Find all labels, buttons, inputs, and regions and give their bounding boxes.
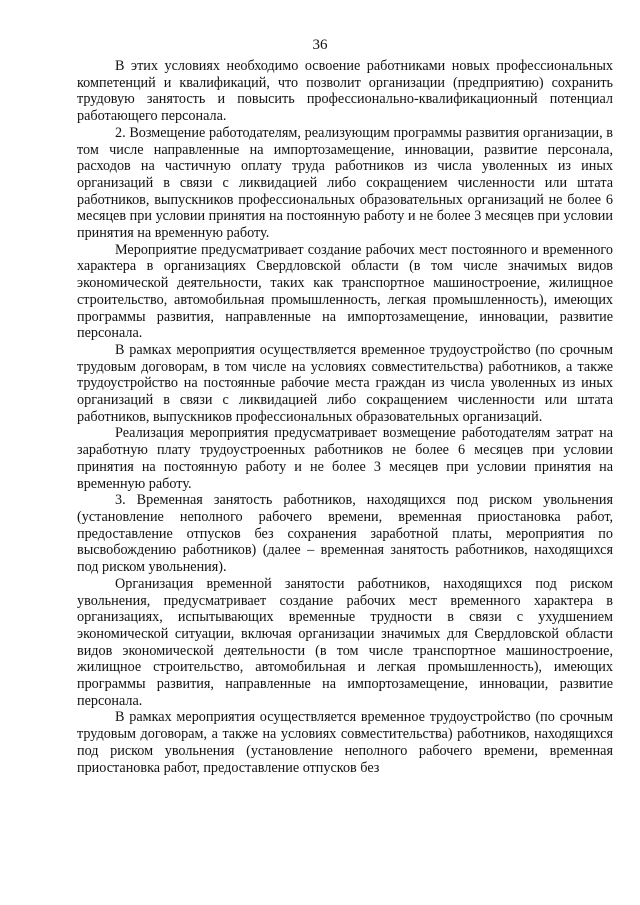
paragraph: В рамках мероприятия осуществляется временное трудоустройство (по срочным трудовым договорам, а также на условиях совместительства) работников, находящихся под риском увольнения (установление неполного рабочего времени, временная приостановка работ, предоставление отпусков без [77,709,613,776]
paragraph: Реализация мероприятия предусматривает возмещение работодателям затрат на заработную плату трудоустроенных работников не более 6 месяцев при условии принятия на постоянную работу и не более 3 месяцев при условии принятия на временную работу. [77,425,613,492]
paragraph: В этих условиях необходимо освоение работниками новых профессиональных компетенций и квалификаций, что позволит организации (предприятию) сохранить трудовую занятость и повысить профессионально-квалификационный потенциал работающего персонала. [77,58,613,125]
paragraph: 2. Возмещение работодателям, реализующим программы развития организации, в том числе направленные на импортозамещение, инновации, развитие персонала, расходов на частичную оплату труда работников из числа уволенных из иных организаций в связи с ликвидацией либо сокращением численности или штата работников, выпускников профессиональных образовательных организаций не более 6 месяцев при условии принятия на постоянную работу и не более 3 месяцев при условии принятия на временную работу. [77,124,613,242]
paragraph: В рамках мероприятия осуществляется временное трудоустройство (по срочным трудовым договорам, в том числе на условиях совместительства) работников, а также трудоустройство на постоянные рабочие места граждан из числа уволенных из иных организаций в связи с ликвидацией либо сокращением численности или штата работников, выпускников профессиональных образовательных организаций. [77,341,613,425]
page-number: 36 [312,37,328,53]
document-body [77,58,613,776]
paragraph: Мероприятие предусматривает создание рабочих мест постоянного и временного характера в организациях Свердловской области (в том числе значимых видов экономической деятельности, таких как транспортное машиностроение, жилищное строительство, автомобильная промышленность, легкая промышленность), имеющих программы развития, направленные на импортозамещение, инновации, развитие персонала. [77,241,613,342]
paragraph: Организация временной занятости работников, находящихся под риском увольнения, предусматривает создание рабочих мест временного характера в организациях, испытывающих временные трудности в связи с ухудшением экономической ситуации, включая организации значимых для Свердловской области видов экономической деятельности (в том числе транспортное машиностроение, жилищное строительство, автомобильная и легкая промышленность), имеющих программы развития, направленные на импортозамещение, инновации, развитие персонала. [77,575,613,709]
paragraph: 3. Временная занятость работников, находящихся под риском увольнения (установление неполного рабочего времени, временная приостановка работ, предоставление отпусков без сохранения заработной платы, мероприятия по высвобождению работников) (далее – временная занятость работников, находящихся под риском увольнения). [77,492,613,576]
